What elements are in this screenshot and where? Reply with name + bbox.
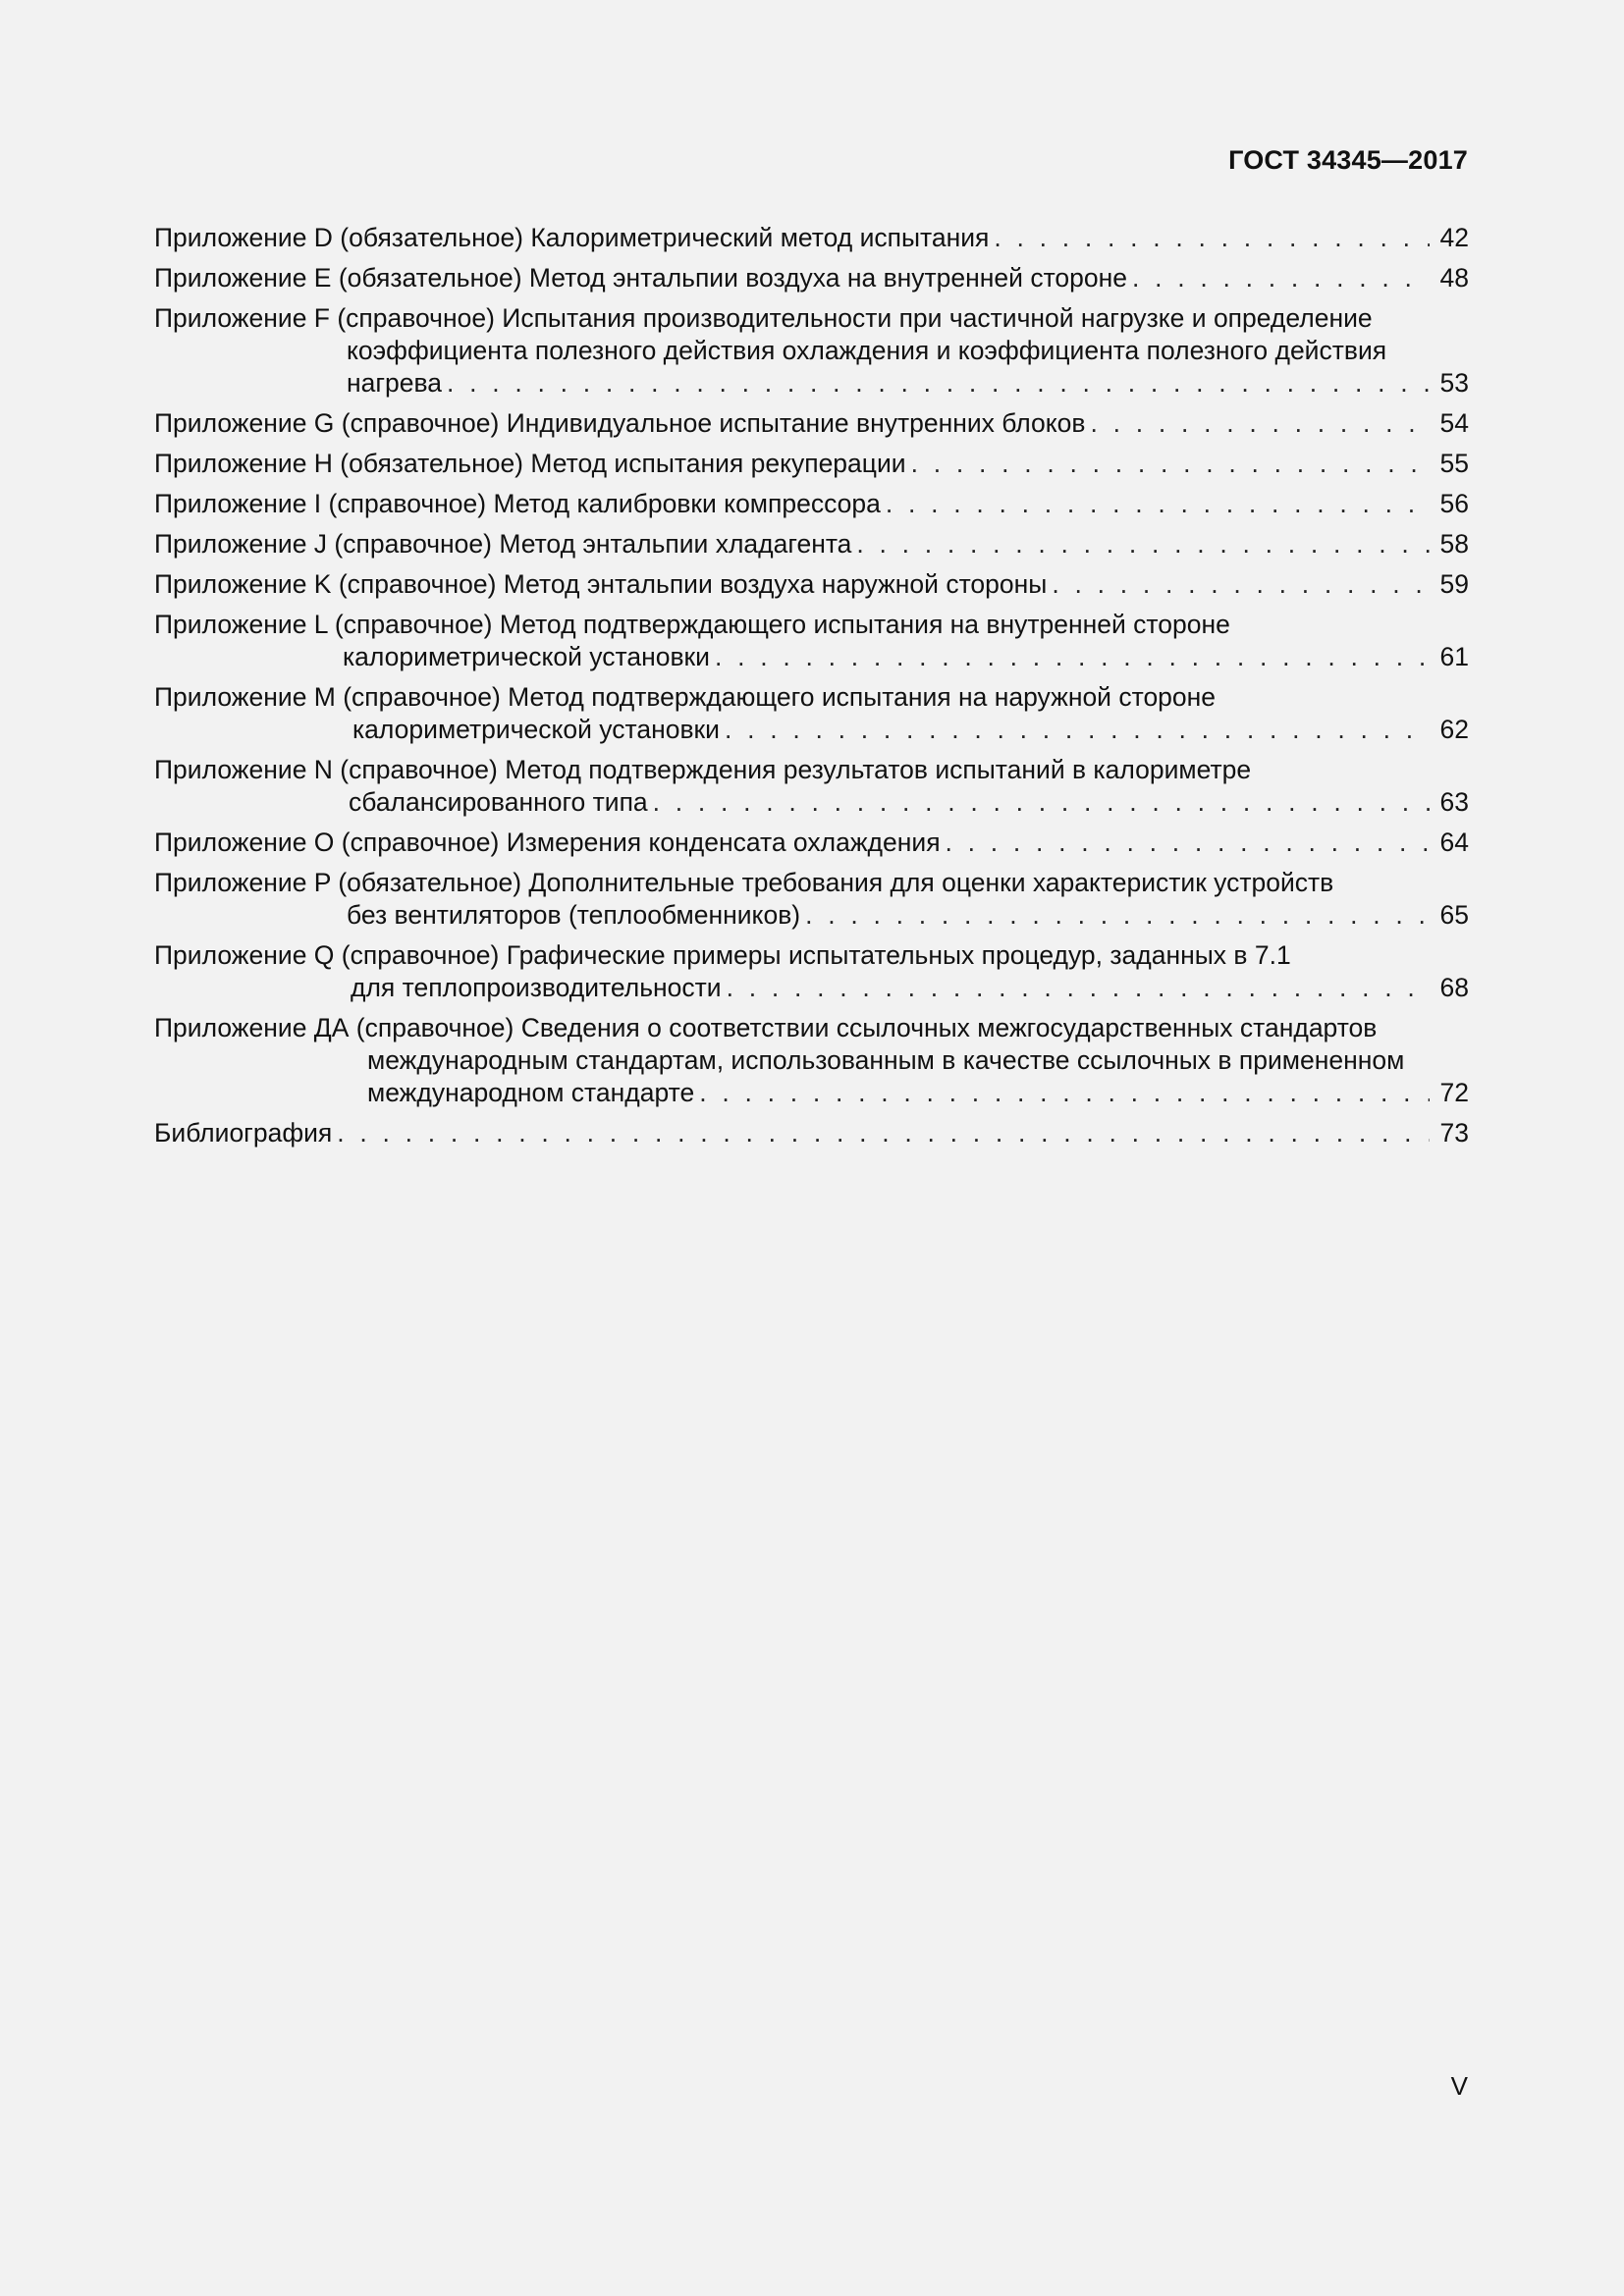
toc-entry-page: 54	[1439, 408, 1469, 438]
toc-entry-title: Приложение P (обязательное) Дополнительные требования для оценки характеристик устройств	[154, 868, 1334, 897]
toc-entry-title: Приложение H (обязательное) Метод испытания рекуперации	[154, 449, 906, 478]
toc-entry-page: 63	[1439, 787, 1469, 817]
toc-entry-page: 42	[1439, 223, 1469, 252]
toc-entry-last-line	[154, 448, 1469, 480]
dot-leader	[994, 222, 1430, 254]
toc-entry-line	[154, 1012, 1469, 1044]
document-number: ГОСТ 34345—2017	[1228, 145, 1468, 175]
toc-entry-title: без вентиляторов (теплообменников)	[347, 900, 801, 930]
toc-entry	[154, 448, 1469, 480]
dot-leader	[805, 899, 1430, 932]
toc-entry-title: нагрева	[347, 368, 443, 398]
toc-entry-page: 53	[1439, 368, 1469, 398]
toc-entry-page: 65	[1439, 900, 1469, 930]
toc-entry-title: Приложение ДА (справочное) Сведения о соответствии ссылочных межгосударственных стандартов	[154, 1013, 1378, 1042]
toc-entry-line	[154, 335, 1469, 367]
dot-leader	[715, 641, 1430, 673]
toc-entry-last-line	[154, 1117, 1469, 1149]
dot-leader	[1052, 568, 1430, 601]
toc-entry-title: международным стандартам, использованным в качестве ссылочных в примененном	[367, 1045, 1405, 1075]
toc-entry-title: калориметрической установки	[343, 642, 710, 671]
toc-entry-line	[154, 939, 1469, 972]
dot-leader	[946, 827, 1430, 859]
toc-entry-page: 72	[1439, 1078, 1469, 1107]
dot-leader	[1090, 407, 1430, 440]
toc-entry	[154, 302, 1469, 400]
toc-entry-last-line	[154, 262, 1469, 294]
toc-entry-last-line	[154, 827, 1469, 859]
toc-entry-title: Приложение N (справочное) Метод подтверждения результатов испытаний в калориметре	[154, 755, 1252, 784]
toc-entry	[154, 1117, 1469, 1149]
toc-entry	[154, 222, 1469, 254]
toc-entry-title: Приложение K (справочное) Метод энтальпии воздуха наружной стороны	[154, 569, 1048, 599]
toc-entry	[154, 681, 1469, 746]
toc-entry-page: 55	[1439, 449, 1469, 478]
toc-entry	[154, 262, 1469, 294]
dot-leader	[856, 528, 1430, 561]
toc-entry-page: 58	[1439, 529, 1469, 559]
dot-leader	[337, 1117, 1430, 1149]
toc-entry-line	[154, 867, 1469, 899]
toc-entry-page: 64	[1439, 828, 1469, 857]
toc-entry-last-line	[154, 528, 1469, 561]
toc-entry	[154, 867, 1469, 932]
toc-entry-page: 59	[1439, 569, 1469, 599]
toc-entry-line	[154, 1044, 1469, 1077]
toc-entry-last-line	[154, 786, 1469, 819]
toc-entry	[154, 939, 1469, 1004]
dot-leader	[725, 714, 1430, 746]
toc-entry-last-line	[154, 899, 1469, 932]
toc-entry-title: для теплопроизводительности	[351, 973, 722, 1002]
toc-entry	[154, 568, 1469, 601]
toc-entry-last-line	[154, 641, 1469, 673]
dot-leader	[699, 1077, 1430, 1109]
toc-entry-page: 48	[1439, 263, 1469, 293]
toc-entry-title: Приложение I (справочное) Метод калибровки компрессора	[154, 489, 881, 518]
toc-entry-title: Приложение D (обязательное) Калориметрический метод испытания	[154, 223, 990, 252]
toc-entry	[154, 609, 1469, 673]
toc-entry-page: 56	[1439, 489, 1469, 518]
toc-entry-title: Приложение L (справочное) Метод подтверждающего испытания на внутренней стороне	[154, 610, 1230, 639]
toc-entry-last-line	[154, 1077, 1469, 1109]
table-of-contents	[154, 222, 1469, 1157]
toc-entry-title: Приложение G (справочное) Индивидуальное испытание внутренних блоков	[154, 408, 1086, 438]
toc-entry	[154, 488, 1469, 520]
toc-entry	[154, 754, 1469, 819]
toc-entry-last-line	[154, 714, 1469, 746]
toc-entry-line	[154, 681, 1469, 714]
dot-leader	[447, 367, 1430, 400]
dot-leader	[911, 448, 1430, 480]
toc-entry-last-line	[154, 568, 1469, 601]
toc-entry-title: Приложение F (справочное) Испытания производительности при частичной нагрузке и определение	[154, 303, 1373, 333]
toc-entry-page: 73	[1439, 1118, 1469, 1148]
toc-entry-last-line	[154, 367, 1469, 400]
toc-entry-last-line	[154, 488, 1469, 520]
dot-leader	[653, 786, 1430, 819]
toc-entry-title: Приложение M (справочное) Метод подтверждающего испытания на наружной стороне	[154, 682, 1217, 712]
toc-entry-title: сбалансированного типа	[349, 787, 648, 817]
dot-leader	[886, 488, 1430, 520]
toc-entry-title: международном стандарте	[367, 1078, 695, 1107]
toc-entry	[154, 528, 1469, 561]
toc-entry-line	[154, 754, 1469, 786]
toc-entry-page: 62	[1439, 715, 1469, 744]
toc-entry-title: Приложение O (справочное) Измерения конденсата охлаждения	[154, 828, 941, 857]
toc-entry-title: Приложение J (справочное) Метод энтальпии хладагента	[154, 529, 852, 559]
toc-entry-last-line	[154, 222, 1469, 254]
dot-leader	[727, 972, 1430, 1004]
toc-entry-page: 68	[1439, 973, 1469, 1002]
dot-leader	[1132, 262, 1430, 294]
toc-entry-page: 61	[1439, 642, 1469, 671]
toc-entry-title: коэффициента полезного действия охлаждения и коэффициента полезного действия	[347, 336, 1387, 365]
toc-entry-title: Библиография	[154, 1118, 333, 1148]
toc-entry-last-line	[154, 407, 1469, 440]
toc-entry	[154, 1012, 1469, 1109]
toc-entry-line	[154, 609, 1469, 641]
page-number: V	[1450, 2071, 1468, 2101]
toc-entry-title: калориметрической установки	[352, 715, 720, 744]
toc-entry-last-line	[154, 972, 1469, 1004]
toc-entry	[154, 827, 1469, 859]
toc-entry-title: Приложение Q (справочное) Графические примеры испытательных процедур, заданных в 7.1	[154, 940, 1291, 970]
toc-entry	[154, 407, 1469, 440]
toc-entry-title: Приложение E (обязательное) Метод энтальпии воздуха на внутренней стороне	[154, 263, 1127, 293]
toc-entry-line	[154, 302, 1469, 335]
